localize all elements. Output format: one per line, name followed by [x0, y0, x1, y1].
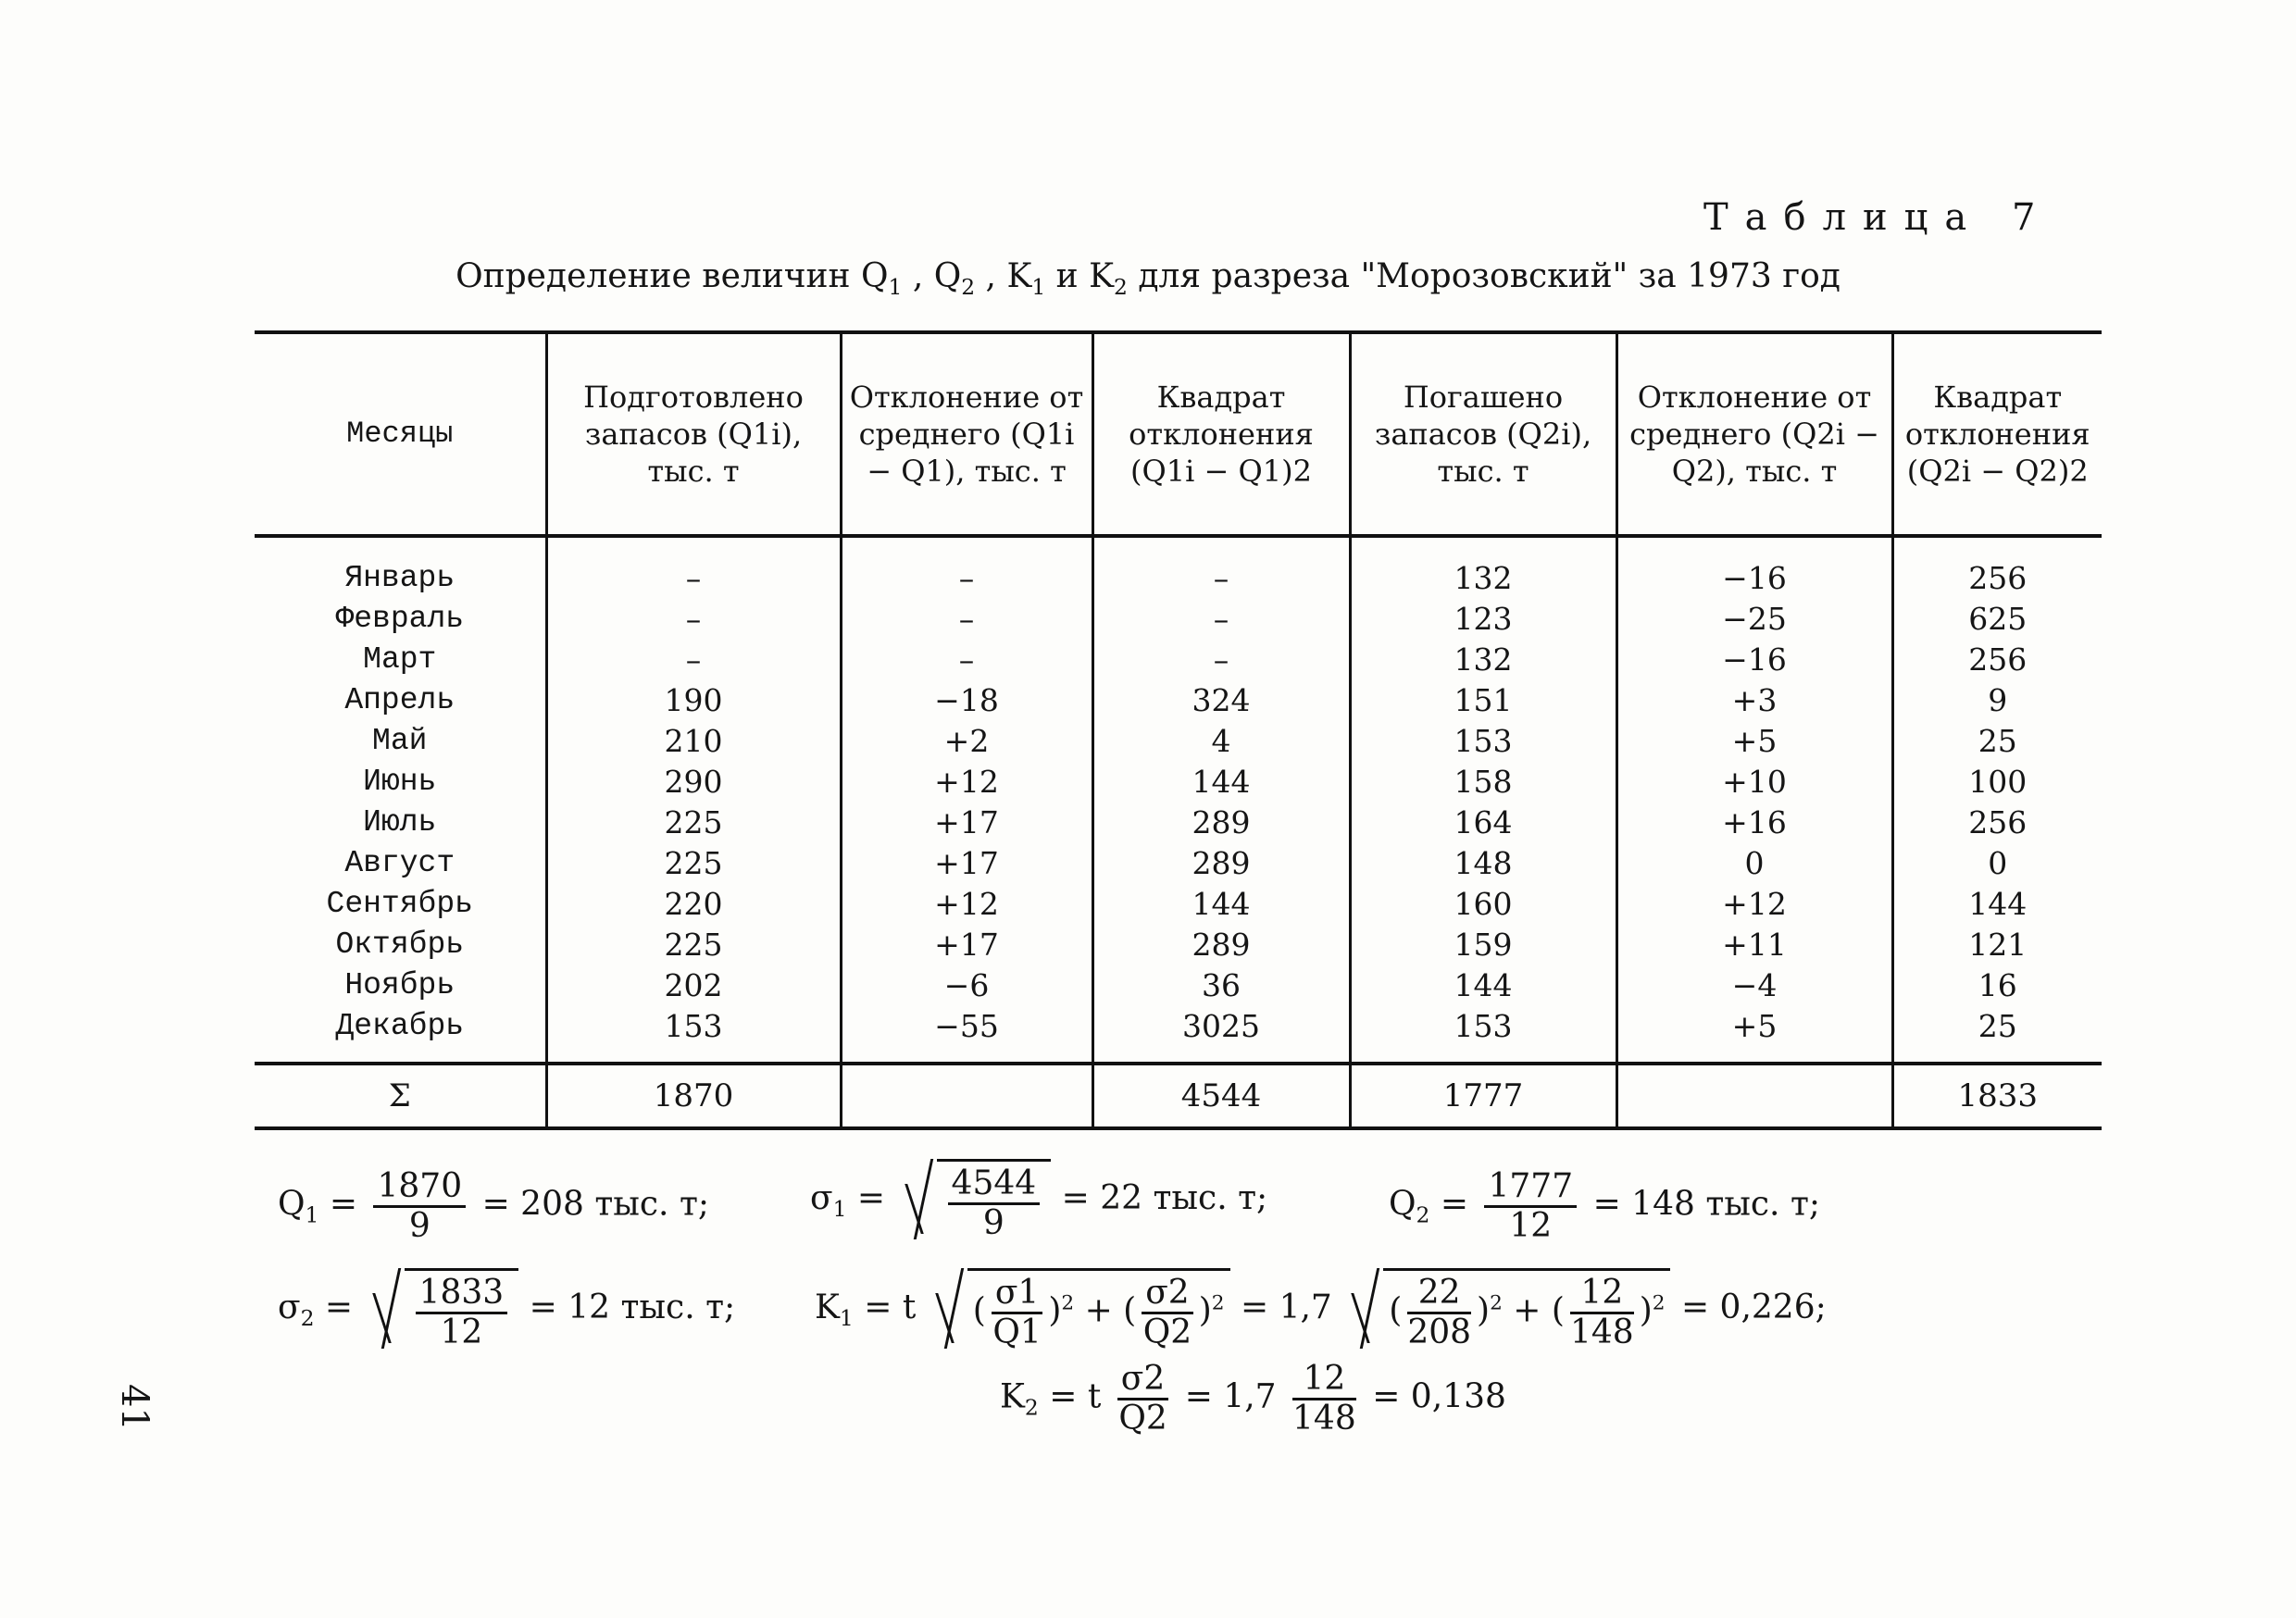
- cell-deviation-1: –: [841, 640, 1092, 680]
- header-deviation-2: Отклонение от среднего (Q2i − Q2), тыс. т: [1616, 332, 1892, 536]
- cell-month: Август: [344, 846, 455, 880]
- cell-prepared: 225: [546, 925, 841, 965]
- cell-redeemed: 159: [1350, 925, 1616, 965]
- sum-symbol: Σ: [255, 1064, 546, 1128]
- cell-square-2: 9: [1892, 680, 2102, 721]
- cell-deviation-1: +12: [841, 884, 1092, 925]
- formula-q1: $Q_1$ = $\frac{1870}{9}$ = 208 тыс. т;: [278, 1167, 709, 1245]
- cell-prepared: 290: [546, 762, 841, 803]
- cell-deviation-2: +11: [1616, 925, 1892, 965]
- formula-k2: $K_2 = t$ $\frac{\sigma 2}{Q2}$ = 1,7 $\frac{12}{148}$ = 0,138: [1000, 1360, 1506, 1438]
- cell-month: Октябрь: [335, 927, 465, 962]
- cell-month: Май: [372, 724, 428, 758]
- cell-square-2: 625: [1892, 599, 2102, 640]
- cell-deviation-1: +17: [841, 925, 1092, 965]
- cell-prepared: 210: [546, 721, 841, 762]
- cell-square-2: 25: [1892, 1006, 2102, 1064]
- cell-deviation-2: +5: [1616, 1006, 1892, 1064]
- cell-deviation-2: +16: [1616, 803, 1892, 843]
- cell-square-1: 144: [1092, 884, 1350, 925]
- header-redeemed: Погашено запасов (Q2i), тыс. т: [1350, 332, 1616, 536]
- cell-redeemed: 144: [1350, 965, 1616, 1006]
- cell-prepared: 153: [546, 1006, 841, 1064]
- cell-square-1: 324: [1092, 680, 1350, 721]
- cell-deviation-2: +3: [1616, 680, 1892, 721]
- sum-redeemed: 1777: [1350, 1064, 1616, 1128]
- cell-square-1: 289: [1092, 925, 1350, 965]
- cell-square-1: 3025: [1092, 1006, 1350, 1064]
- cell-deviation-2: +10: [1616, 762, 1892, 803]
- cell-deviation-2: +5: [1616, 721, 1892, 762]
- table-title: Определение величин $Q_1$ , $Q_2$ , $K_1$ и $K_2$ для разреза "Морозовский" за 1973 год: [455, 257, 1841, 301]
- cell-deviation-2: +12: [1616, 884, 1892, 925]
- cell-square-1: 4: [1092, 721, 1350, 762]
- cell-square-2: 144: [1892, 884, 2102, 925]
- cell-prepared: –: [546, 536, 841, 599]
- cell-month: Июнь: [363, 765, 437, 799]
- cell-prepared: 220: [546, 884, 841, 925]
- cell-square-2: 256: [1892, 640, 2102, 680]
- cell-prepared: 225: [546, 803, 841, 843]
- header-square-2: Квадрат отклонения (Q2i − Q2)2: [1892, 332, 2102, 536]
- cell-month: Ноябрь: [344, 968, 455, 1002]
- formula-sigma1: $\sigma_1$ = $\frac{4544}{9}$ = 22 тыс. т;: [810, 1159, 1267, 1242]
- cell-deviation-2: 0: [1616, 843, 1892, 884]
- cell-redeemed: 123: [1350, 599, 1616, 640]
- cell-deviation-1: −55: [841, 1006, 1092, 1064]
- cell-prepared: 202: [546, 965, 841, 1006]
- formula-sigma2: $\sigma_2$ = $\frac{1833}{12}$ = 12 тыс. т;: [278, 1268, 735, 1351]
- cell-deviation-1: −6: [841, 965, 1092, 1006]
- header-months: Месяцы: [255, 332, 546, 536]
- cell-deviation-2: −16: [1616, 640, 1892, 680]
- cell-deviation-1: +12: [841, 762, 1092, 803]
- cell-month: Июль: [363, 805, 437, 840]
- header-square-1: Квадрат отклонения (Q1i − Q1)2: [1092, 332, 1350, 536]
- cell-redeemed: 132: [1350, 640, 1616, 680]
- cell-deviation-2: −4: [1616, 965, 1892, 1006]
- cell-redeemed: 151: [1350, 680, 1616, 721]
- sum-square-1: 4544: [1092, 1064, 1350, 1128]
- cell-square-1: –: [1092, 536, 1350, 599]
- sum-prepared: 1870: [546, 1064, 841, 1128]
- cell-month: Январь: [344, 561, 455, 595]
- cell-square-1: 144: [1092, 762, 1350, 803]
- cell-deviation-1: –: [841, 599, 1092, 640]
- cell-deviation-2: −25: [1616, 599, 1892, 640]
- cell-square-1: 289: [1092, 843, 1350, 884]
- cell-redeemed: 132: [1350, 536, 1616, 599]
- cell-deviation-1: +2: [841, 721, 1092, 762]
- cell-deviation-1: −18: [841, 680, 1092, 721]
- cell-redeemed: 148: [1350, 843, 1616, 884]
- cell-redeemed: 153: [1350, 1006, 1616, 1064]
- cell-redeemed: 164: [1350, 803, 1616, 843]
- cell-square-2: 121: [1892, 925, 2102, 965]
- cell-square-2: 100: [1892, 762, 2102, 803]
- cell-deviation-1: +17: [841, 803, 1092, 843]
- cell-prepared: 190: [546, 680, 841, 721]
- sum-square-2: 1833: [1892, 1064, 2102, 1128]
- cell-square-1: –: [1092, 640, 1350, 680]
- cell-prepared: –: [546, 599, 841, 640]
- cell-square-2: 256: [1892, 536, 2102, 599]
- cell-redeemed: 158: [1350, 762, 1616, 803]
- cell-prepared: –: [546, 640, 841, 680]
- cell-deviation-1: +17: [841, 843, 1092, 884]
- cell-deviation-2: −16: [1616, 536, 1892, 599]
- cell-month: Сентябрь: [326, 887, 473, 921]
- page-number: 41: [113, 1384, 156, 1431]
- cell-month: Февраль: [335, 602, 465, 636]
- cell-square-1: –: [1092, 599, 1350, 640]
- cell-square-2: 25: [1892, 721, 2102, 762]
- cell-month: Декабрь: [335, 1009, 465, 1043]
- formula-k1: $K_1 = t$ ( $\frac{\sigma 1}{Q1}$ )$^2$ + ( $\frac{\sigma 2}{Q2}$ )$^2$ = 1,7 ( $\frac{22}{208}$ )$^2$ + ( $\frac{12}{148}$ )$^2$ = 0,226;: [815, 1268, 1827, 1351]
- header-deviation-1: Отклонение от среднего (Q1i − Q1), тыс. т: [841, 332, 1092, 536]
- cell-redeemed: 160: [1350, 884, 1616, 925]
- cell-prepared: 225: [546, 843, 841, 884]
- cell-month: Апрель: [344, 683, 455, 717]
- cell-square-2: 0: [1892, 843, 2102, 884]
- cell-square-2: 16: [1892, 965, 2102, 1006]
- cell-square-1: 289: [1092, 803, 1350, 843]
- formula-q2: $Q_2$ = $\frac{1777}{12}$ = 148 тыс. т;: [1389, 1167, 1820, 1245]
- cell-square-1: 36: [1092, 965, 1350, 1006]
- cell-month: Март: [363, 642, 437, 677]
- cell-square-2: 256: [1892, 803, 2102, 843]
- cell-redeemed: 153: [1350, 721, 1616, 762]
- header-prepared: Подготовлено запасов (Q1i), тыс. т: [546, 332, 841, 536]
- cell-deviation-1: –: [841, 536, 1092, 599]
- table-label: Таблица 7: [1703, 196, 2053, 239]
